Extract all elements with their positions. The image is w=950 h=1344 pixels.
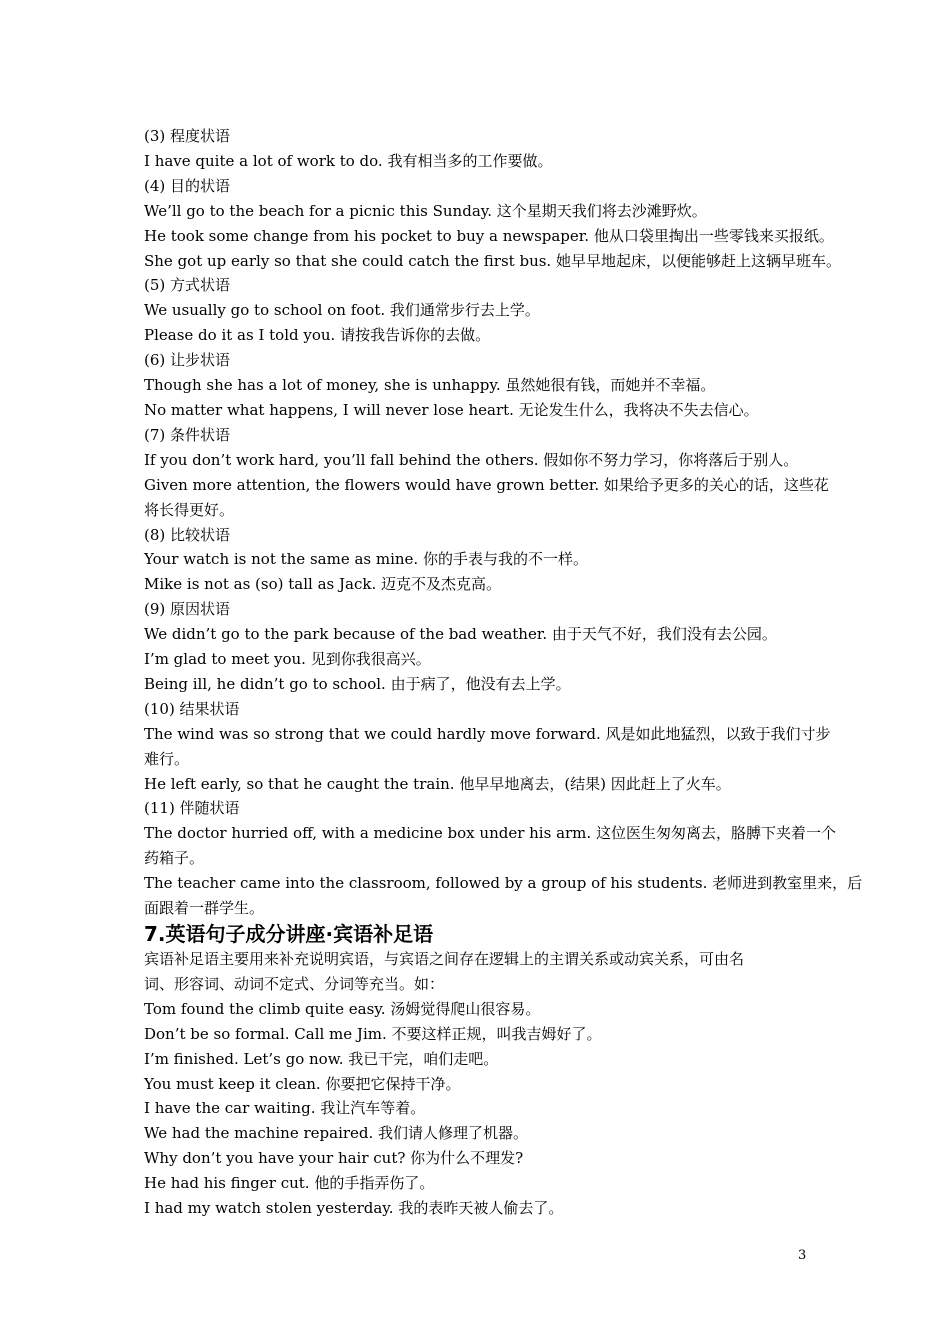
text-line: I’m glad to meet you. 见到你我很高兴。 — [144, 650, 431, 669]
text-line: 宾语补足语主要用来补充说明宾语，与宾语之间存在逻辑上的主谓关系或动宾关系，可由名 — [144, 950, 745, 968]
text-line: He left early, so that he caught the train. 他早早地离去，(结果) 因此赶上了火车。 — [144, 774, 731, 793]
text-line: I’m finished. Let’s go now. 我已干完，咱们走吧。 — [144, 1049, 499, 1068]
object-complement-section — [144, 947, 808, 1221]
text-line: He took some change from his pocket to buy a newspaper. 他从口袋里掏出一些零钱来买报纸。 — [144, 226, 834, 245]
page-number: 3 — [798, 1248, 807, 1263]
text-line: We usually go to school on foot. 我们通常步行去上学。 — [144, 301, 540, 320]
text-line: If you don’t work hard, you’ll fall behind the others. 假如你不努力学习，你将落后于别人。 — [144, 450, 799, 469]
text-line: (11) 伴随状语 — [144, 799, 240, 818]
text-line: The doctor hurried off, with a medicine box under his arm. 这位医生匆匆离去，胳膊下夹着一个 — [144, 824, 836, 843]
text-line: I have quite a lot of work to do. 我有相当多的工作要做。 — [144, 151, 553, 170]
text-line: Your watch is not the same as mine. 你的手表与我的不一样。 — [144, 550, 588, 569]
text-line: 药箱子。 — [144, 849, 205, 868]
text-line: I had my watch stolen yesterday. 我的表昨天被人偷去了。 — [144, 1199, 564, 1218]
text-line: 难行。 — [144, 749, 190, 768]
text-line: Please do it as I told you. 请按我告诉你的去做。 — [144, 326, 491, 345]
text-line: (7) 条件状语 — [144, 425, 231, 444]
text-line: Being ill, he didn’t go to school. 由于病了，他没有去上学。 — [144, 674, 571, 693]
text-line: We had the machine repaired. 我们请人修理了机器。 — [144, 1124, 529, 1143]
text-line: (5) 方式状语 — [144, 276, 231, 295]
text-line: (9) 原因状语 — [144, 600, 231, 619]
text-line: 词、形容词、动词不定式、分词等充当。如： — [144, 974, 445, 993]
text-line: I have the car waiting. 我让汽车等着。 — [144, 1099, 426, 1118]
text-line: 将长得更好。 — [144, 500, 235, 519]
text-line: (3) 程度状语 — [144, 127, 231, 145]
text-line: (10) 结果状语 — [144, 699, 240, 718]
text-line: You must keep it clean. 你要把它保持干净。 — [144, 1074, 461, 1093]
text-line: We’ll go to the beach for a picnic this Sunday. 这个星期天我们将去沙滩野炊。 — [144, 201, 707, 220]
text-line: (8) 比较状语 — [144, 525, 231, 544]
text-line: No matter what happens, I will never lose heart. 无论发生什么，我将决不失去信心。 — [144, 400, 759, 419]
text-line: The wind was so strong that we could hardly move forward. 风是如此地猛烈，以致于我们寸步 — [144, 724, 831, 743]
text-line: 面跟着一群学生。 — [144, 899, 265, 918]
text-line: He had his finger cut. 他的手指弄伤了。 — [144, 1174, 435, 1193]
text-line: Though she has a lot of money, she is unhappy. 虽然她很有钱，而她并不幸福。 — [144, 376, 716, 395]
text-line: The teacher came into the classroom, followed by a group of his students. 老师进到教室里来，后 — [144, 874, 863, 893]
text-line: (6) 让步状语 — [144, 351, 231, 370]
text-line: Given more attention, the flowers would have grown better. 如果给予更多的关心的话，这些花 — [144, 475, 829, 494]
text-line: Mike is not as (so) tall as Jack. 迈克不及杰克高。 — [144, 575, 501, 594]
text-line: She got up early so that she could catch the first bus. 她早早地起床，以便能够赶上这辆早班车。 — [144, 251, 841, 270]
section-heading: 7.英语句子成分讲座·宾语补足语 — [144, 922, 434, 946]
adverbial-section — [144, 124, 863, 921]
text-line: Why don’t you have your hair cut? 你为什么不理发? — [144, 1149, 524, 1168]
text-line: Don’t be so formal. Call me Jim. 不要这样正规，叫我吉姆好了。 — [144, 1024, 602, 1043]
document-body — [144, 124, 863, 1221]
text-line: Tom found the climb quite easy. 汤姆觉得爬山很容易。 — [144, 999, 541, 1018]
text-line: We didn’t go to the park because of the bad weather. 由于天气不好，我们没有去公园。 — [144, 625, 777, 644]
text-line: (4) 目的状语 — [144, 176, 231, 195]
